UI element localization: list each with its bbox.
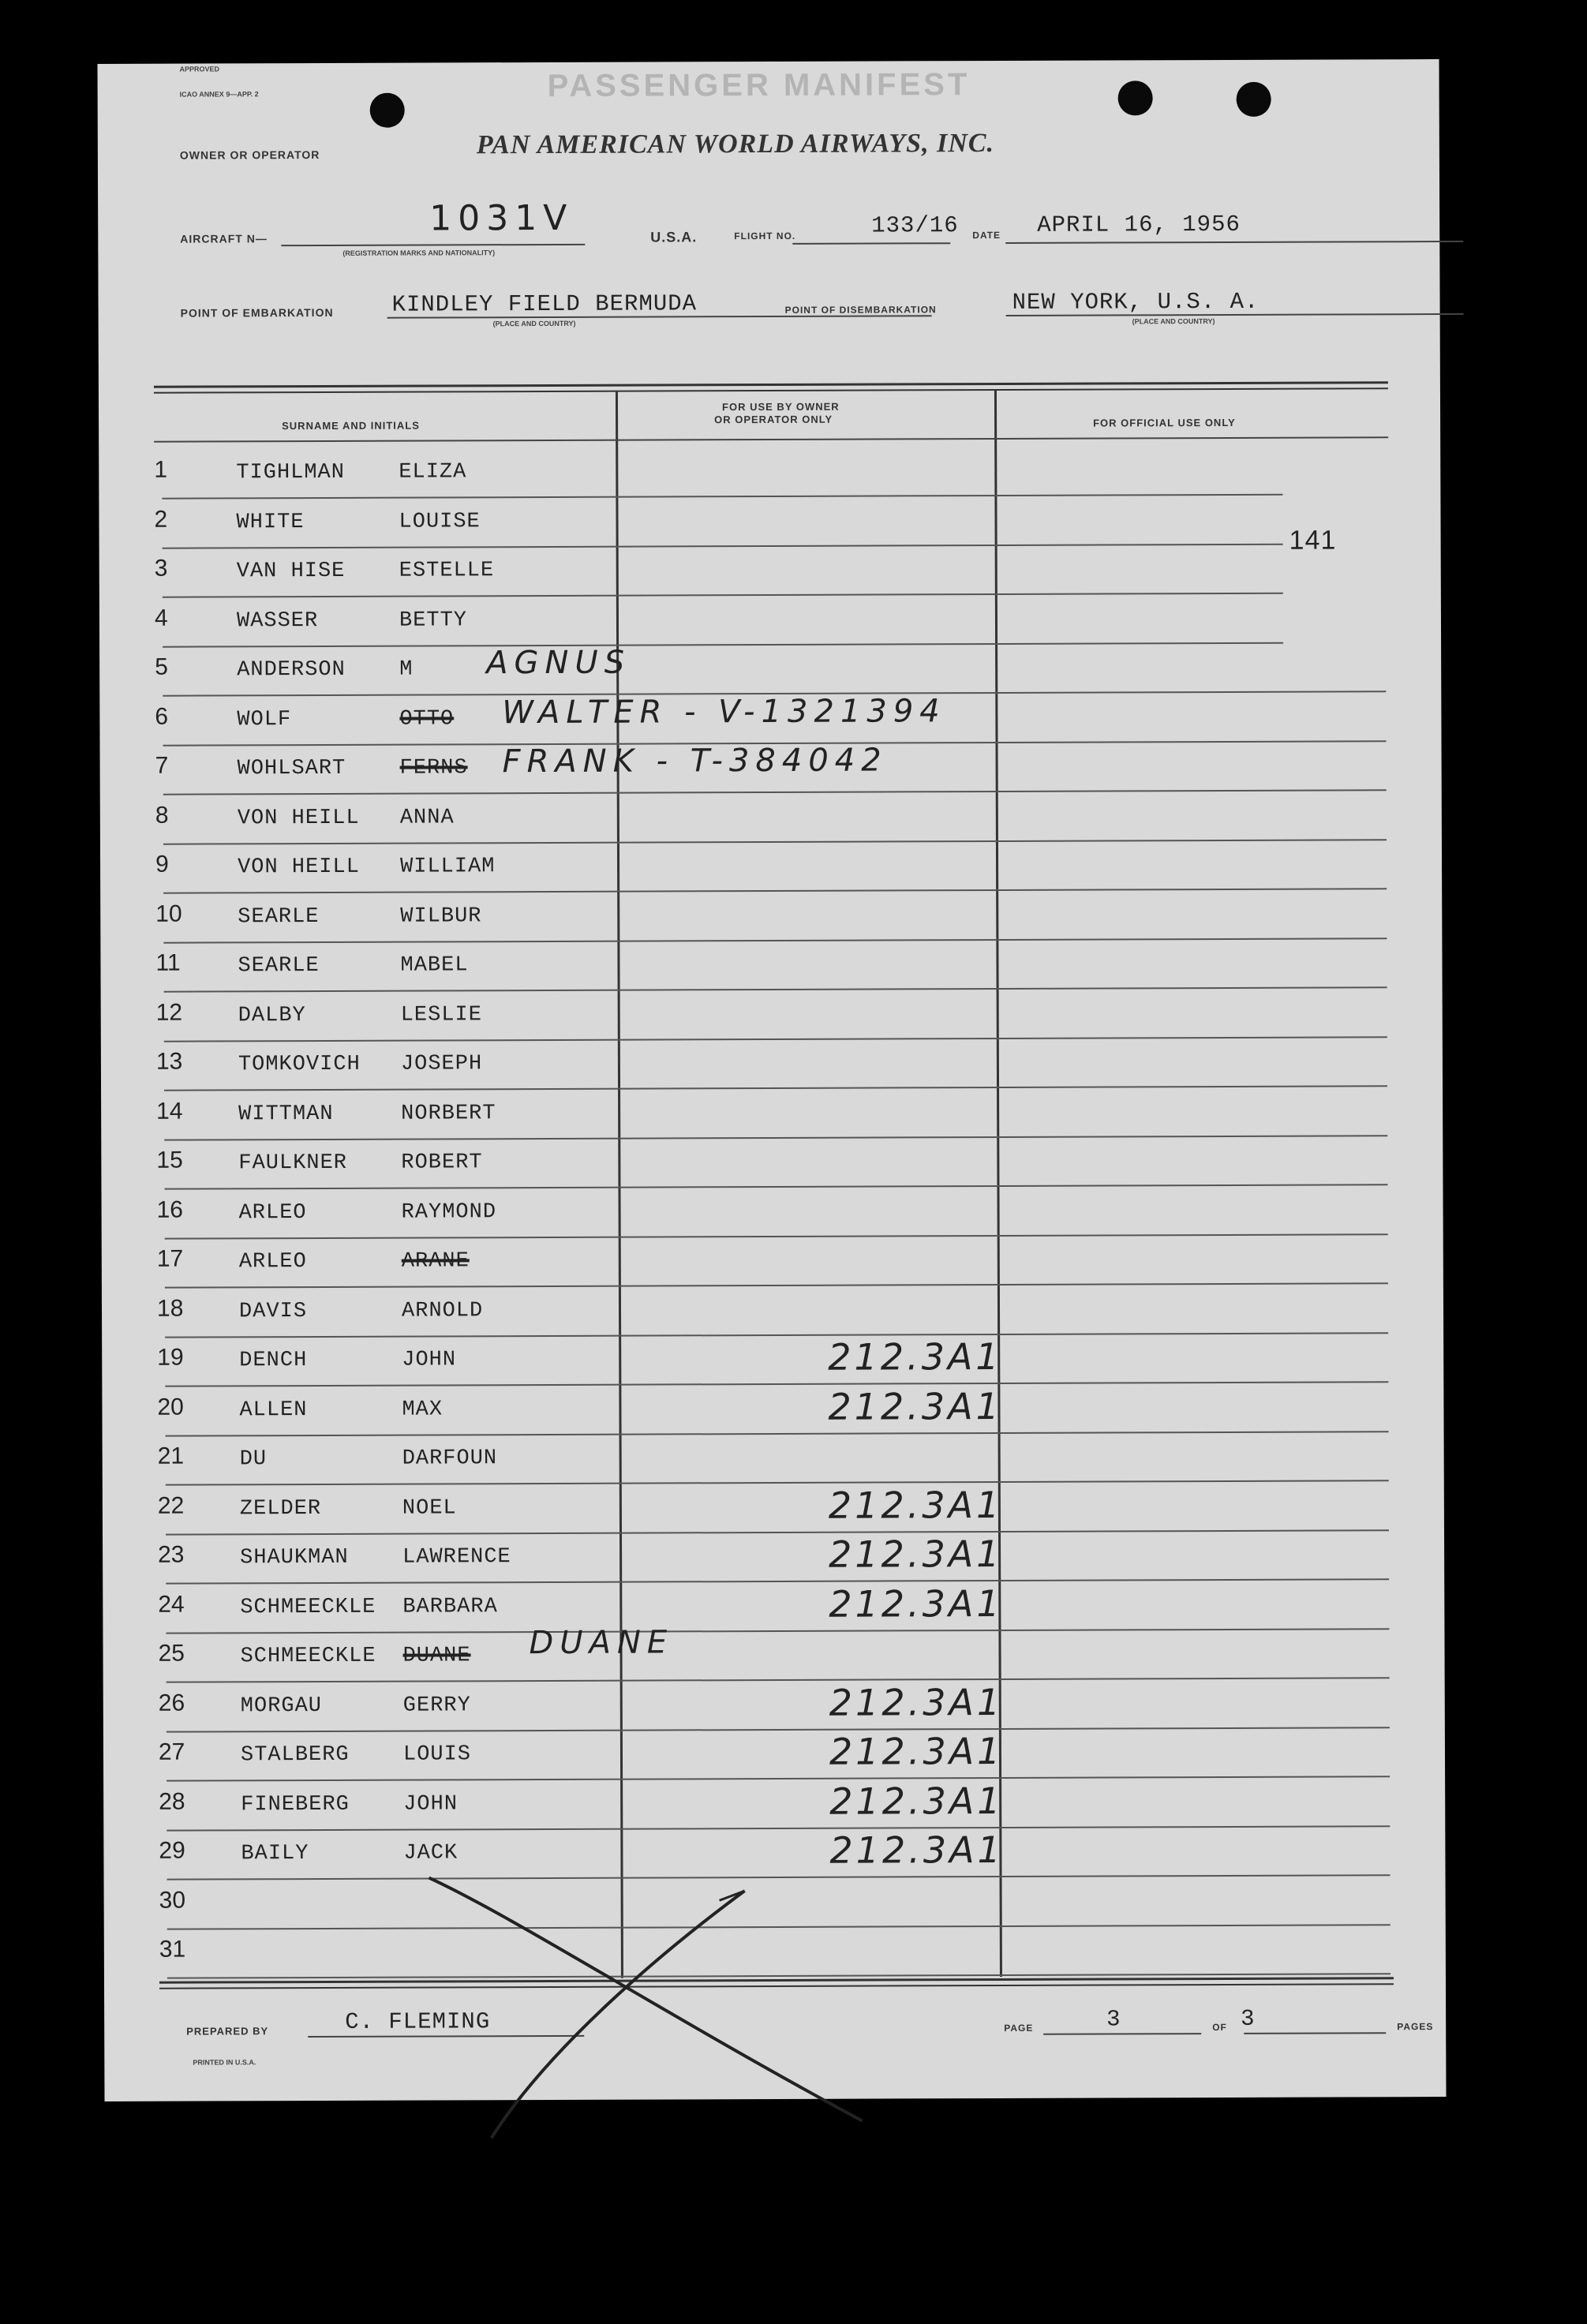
given-name: MABEL xyxy=(400,953,469,978)
surname: ANDERSON xyxy=(237,657,346,683)
owner-use-code: 212.3A1 xyxy=(829,1779,1004,1823)
column-header-owner: OR OPERATOR ONLY xyxy=(714,413,833,426)
row-number: 14 xyxy=(156,1098,183,1125)
row-number: 13 xyxy=(155,1048,183,1075)
surname: MORGAU xyxy=(240,1693,323,1718)
row-number: 19 xyxy=(157,1344,184,1371)
given-name: JOHN xyxy=(402,1348,457,1372)
given-name: ANNA xyxy=(399,805,455,830)
handwritten-correction: WALTER - V-1321394 xyxy=(502,692,946,731)
surname: ARLEO xyxy=(238,1200,307,1225)
pages-label: PAGES xyxy=(1397,2021,1434,2033)
owner-use-code: 212.3A1 xyxy=(829,1680,1004,1724)
owner-use-code: 212.3A1 xyxy=(829,1729,1004,1773)
disembark-value: NEW YORK, U.S. A. xyxy=(1012,288,1259,316)
row-number: 21 xyxy=(157,1443,185,1469)
approved-note: APPROVED xyxy=(179,65,220,73)
prepared-value: C. FLEMING xyxy=(345,2008,491,2035)
row-number: 17 xyxy=(156,1245,184,1272)
given-name: ESTELLE xyxy=(399,559,495,583)
surname: FAULKNER xyxy=(238,1151,348,1176)
handwritten-correction: AGNUS xyxy=(486,644,631,682)
surname: WOHLSART xyxy=(237,756,346,781)
row-number: 22 xyxy=(157,1492,185,1519)
column-header-official: FOR OFFICIAL USE ONLY xyxy=(1093,416,1236,429)
owner-use-code: 212.3A1 xyxy=(828,1483,1003,1527)
row-number: 5 xyxy=(155,653,168,680)
row-number: 9 xyxy=(155,851,169,878)
date-value: APRIL 16, 1956 xyxy=(1037,211,1241,238)
disembark-sublabel: (PLACE AND COUNTRY) xyxy=(1132,317,1215,326)
row-number: 6 xyxy=(155,703,169,730)
approved-note: ICAO ANNEX 9—APP. 2 xyxy=(179,90,259,99)
surname: WHITE xyxy=(236,510,305,534)
row-number: 23 xyxy=(158,1541,185,1568)
printed-note: PRINTED IN U.S.A. xyxy=(193,2058,256,2067)
row-number: 1 xyxy=(154,456,168,483)
given-name: ELIZA xyxy=(399,460,467,485)
given-name: JOHN xyxy=(403,1791,459,1817)
row-number: 29 xyxy=(159,1837,185,1864)
row-number: 20 xyxy=(157,1394,184,1420)
surname: WITTMAN xyxy=(238,1102,334,1126)
form-title: PASSENGER MANIFEST xyxy=(547,67,971,103)
column-header-owner: FOR USE BY OWNER xyxy=(721,400,840,414)
surname: WOLF xyxy=(237,707,292,732)
row-number: 10 xyxy=(155,900,182,927)
handwritten-correction: DUANE xyxy=(529,1624,674,1662)
given-name: NORBERT xyxy=(401,1101,496,1126)
row-number: 7 xyxy=(155,752,169,779)
given-name: LOUIS xyxy=(402,1742,472,1767)
row-number: 28 xyxy=(159,1788,185,1815)
row-number: 24 xyxy=(158,1591,185,1618)
handwritten-correction: FRANK - T-384042 xyxy=(502,742,888,780)
surname: FINEBERG xyxy=(241,1792,350,1817)
given-name: GERRY xyxy=(402,1693,471,1718)
surname: DALBY xyxy=(238,1003,306,1027)
given-name: M xyxy=(399,657,414,682)
given-name: LOUISE xyxy=(399,509,481,534)
page-value: 3 xyxy=(1106,2006,1121,2033)
surname: ZELDER xyxy=(239,1496,322,1521)
page-stamp: 141 xyxy=(1289,525,1337,556)
surname: VAN HISE xyxy=(236,559,346,584)
embark-value: KINDLEY FIELD BERMUDA xyxy=(391,290,698,318)
row-number: 4 xyxy=(154,604,168,631)
row-number: 31 xyxy=(159,1936,186,1963)
given-name: DARFOUN xyxy=(402,1446,498,1471)
surname: VON HEILL xyxy=(237,806,360,830)
owner-use-code: 212.3A1 xyxy=(829,1828,1004,1872)
embark-sublabel: (PLACE AND COUNTRY) xyxy=(492,319,576,328)
row-number: 25 xyxy=(158,1640,185,1667)
given-name: JACK xyxy=(403,1841,459,1866)
surname: DAVIS xyxy=(238,1299,308,1323)
given-name: JOSEPH xyxy=(400,1052,483,1076)
row-number: 12 xyxy=(155,999,183,1026)
given-name: BARBARA xyxy=(402,1594,498,1619)
row-number: 30 xyxy=(159,1887,186,1914)
surname: TOMKOVICH xyxy=(238,1052,361,1077)
row-number: 15 xyxy=(156,1147,183,1173)
owner-label: OWNER OR OPERATOR xyxy=(179,148,320,162)
given-name-struck: ARANE xyxy=(401,1249,470,1274)
row-number: 27 xyxy=(158,1738,185,1765)
cancel-cross-mark xyxy=(97,59,1446,2101)
owner-use-code: 212.3A1 xyxy=(828,1384,1002,1428)
owner-use-code: 212.3A1 xyxy=(828,1334,1002,1379)
column-header-name: SURNAME AND INITIALS xyxy=(282,419,420,432)
aircraft-label: AIRCRAFT N— xyxy=(180,232,268,245)
of-value: 3 xyxy=(1241,2005,1256,2032)
surname: ALLEN xyxy=(239,1398,308,1422)
given-name-struck: OTTO xyxy=(399,706,455,732)
given-name-struck: FERNS xyxy=(399,756,468,780)
given-name: ROBERT xyxy=(401,1151,483,1175)
row-number: 2 xyxy=(154,506,168,533)
owner-use-code: 212.3A1 xyxy=(829,1581,1003,1626)
flight-label: FLIGHT NO. xyxy=(734,230,796,242)
given-name: MAX xyxy=(402,1397,444,1422)
aircraft-sublabel: (REGISTRATION MARKS AND NATIONALITY) xyxy=(342,249,496,257)
prepared-label: PREPARED BY xyxy=(186,2025,269,2038)
surname: SCHMEECKLE xyxy=(240,1595,376,1619)
surname: STALBERG xyxy=(240,1742,350,1768)
given-name: NOEL xyxy=(402,1495,457,1521)
row-number: 3 xyxy=(154,555,168,582)
surname: DENCH xyxy=(239,1349,308,1373)
flight-value: 133/16 xyxy=(871,212,959,239)
disembark-label: POINT OF DISEMBARKATION xyxy=(784,304,937,316)
surname: ARLEO xyxy=(238,1250,307,1274)
surname: DU xyxy=(239,1447,268,1472)
surname: WASSER xyxy=(236,608,319,633)
given-name: BETTY xyxy=(399,608,468,633)
given-name-struck: DUANE xyxy=(402,1644,471,1668)
row-number: 18 xyxy=(156,1295,184,1322)
surname: SEARLE xyxy=(238,904,320,929)
row-number: 8 xyxy=(155,802,169,829)
given-name: WILBUR xyxy=(400,904,482,929)
surname: VON HEILL xyxy=(238,855,360,880)
row-number: 16 xyxy=(156,1196,183,1223)
given-name: RAYMOND xyxy=(401,1199,497,1225)
given-name: ARNOLD xyxy=(401,1298,484,1323)
nationality: U.S.A. xyxy=(650,229,698,245)
surname: SEARLE xyxy=(238,954,320,979)
surname: TIGHLMAN xyxy=(236,460,345,485)
manifest-sheet xyxy=(97,59,1446,2101)
row-number: 11 xyxy=(155,949,181,976)
aircraft-value: 1031V xyxy=(429,197,574,239)
surname: SHAUKMAN xyxy=(240,1545,349,1570)
page-label: PAGE xyxy=(1004,2022,1034,2034)
row-number: 26 xyxy=(158,1690,185,1716)
surname: SCHMEECKLE xyxy=(240,1644,376,1669)
given-name: LAWRENCE xyxy=(402,1545,511,1570)
given-name: LESLIE xyxy=(400,1002,482,1027)
date-label: DATE xyxy=(972,229,1001,241)
of-label: OF xyxy=(1212,2021,1227,2034)
owner-use-code: 212.3A1 xyxy=(829,1532,1003,1576)
embark-label: POINT OF EMBARKATION xyxy=(180,305,334,320)
owner-name: PAN AMERICAN WORLD AIRWAYS, INC. xyxy=(476,129,995,160)
surname: BAILY xyxy=(241,1842,309,1866)
given-name: WILLIAM xyxy=(400,855,496,879)
